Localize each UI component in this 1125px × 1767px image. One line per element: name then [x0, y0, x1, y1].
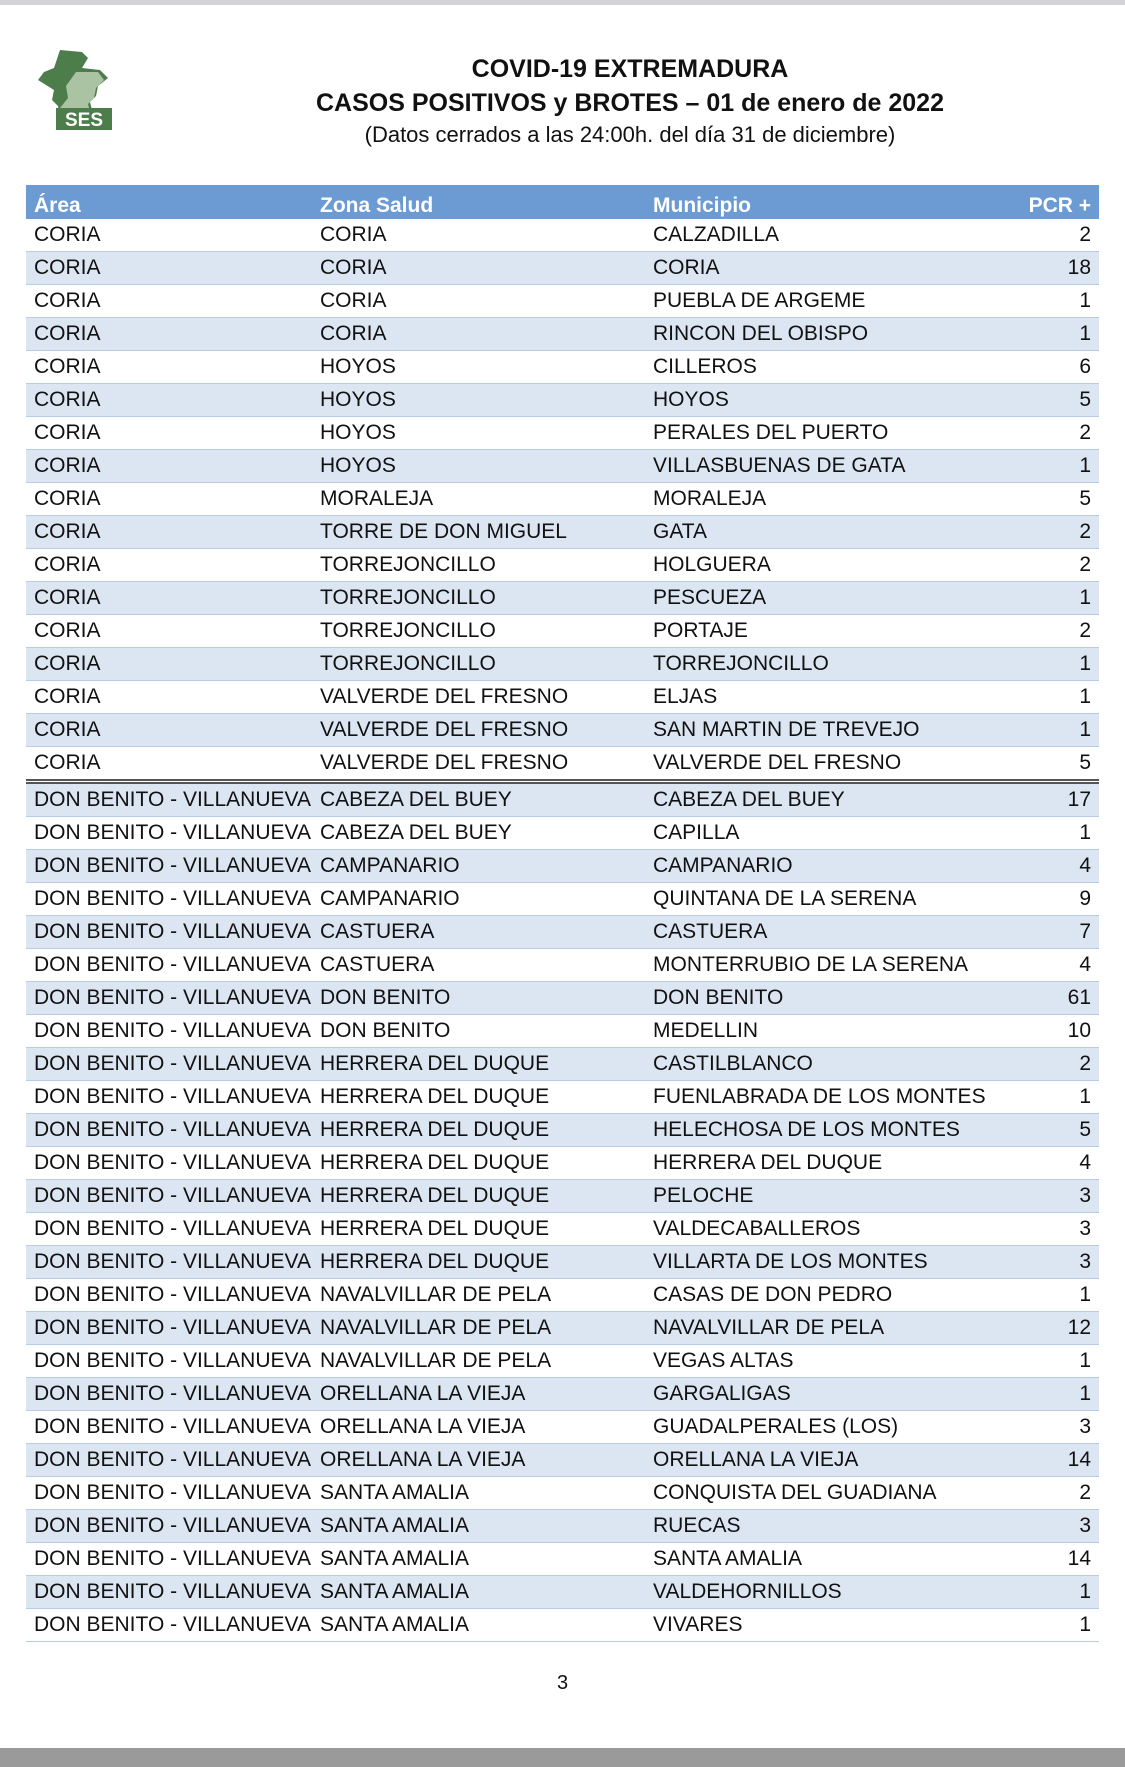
- cell-area: DON BENITO - VILLANUEVA: [26, 1444, 312, 1477]
- cell-zona-salud: CABEZA DEL BUEY: [312, 782, 645, 817]
- bottom-border: [0, 1748, 1125, 1767]
- header-zona-salud: Zona Salud: [312, 185, 645, 219]
- table-row: [26, 351, 1099, 384]
- cell-pcr: 12: [995, 1312, 1099, 1345]
- cell-zona-salud: HERRERA DEL DUQUE: [312, 1048, 645, 1081]
- cell-zona-salud: HERRERA DEL DUQUE: [312, 1081, 645, 1114]
- table-row: [26, 1378, 1099, 1411]
- cell-pcr: 14: [995, 1444, 1099, 1477]
- cell-area: DON BENITO - VILLANUEVA: [26, 883, 312, 916]
- table-row: [26, 1048, 1099, 1081]
- cell-area: CORIA: [26, 549, 312, 582]
- table-row: [26, 714, 1099, 747]
- cell-pcr: 61: [995, 982, 1099, 1015]
- cases-table: [26, 185, 1099, 1642]
- table-row: [26, 782, 1099, 817]
- cell-zona-salud: SANTA AMALIA: [312, 1609, 645, 1642]
- table-row: [26, 1576, 1099, 1609]
- cell-municipio: GATA: [645, 516, 995, 549]
- cell-pcr: 7: [995, 916, 1099, 949]
- table-header-row: [26, 185, 1099, 219]
- cell-area: CORIA: [26, 417, 312, 450]
- cell-zona-salud: HOYOS: [312, 450, 645, 483]
- table-row: [26, 285, 1099, 318]
- table-row: [26, 1015, 1099, 1048]
- cell-area: CORIA: [26, 351, 312, 384]
- cell-area: CORIA: [26, 384, 312, 417]
- cell-municipio: PORTAJE: [645, 615, 995, 648]
- cell-municipio: ELJAS: [645, 681, 995, 714]
- table-row: [26, 450, 1099, 483]
- top-border: [0, 0, 1125, 5]
- table-row: [26, 648, 1099, 681]
- table-row: [26, 417, 1099, 450]
- table-row: [26, 1510, 1099, 1543]
- cell-area: DON BENITO - VILLANUEVA: [26, 1576, 312, 1609]
- cell-zona-salud: NAVALVILLAR DE PELA: [312, 1345, 645, 1378]
- cell-municipio: PESCUEZA: [645, 582, 995, 615]
- cell-pcr: 14: [995, 1543, 1099, 1576]
- cell-zona-salud: CORIA: [312, 219, 645, 252]
- cell-pcr: 1: [995, 648, 1099, 681]
- cell-municipio: CILLEROS: [645, 351, 995, 384]
- cell-pcr: 3: [995, 1510, 1099, 1543]
- cell-municipio: RUECAS: [645, 1510, 995, 1543]
- cell-municipio: VALDEHORNILLOS: [645, 1576, 995, 1609]
- cell-municipio: GUADALPERALES (LOS): [645, 1411, 995, 1444]
- cell-zona-salud: TORRE DE DON MIGUEL: [312, 516, 645, 549]
- table-row: [26, 1279, 1099, 1312]
- cell-area: CORIA: [26, 285, 312, 318]
- cell-municipio: DON BENITO: [645, 982, 995, 1015]
- cell-municipio: MONTERRUBIO DE LA SERENA: [645, 949, 995, 982]
- cell-area: CORIA: [26, 747, 312, 782]
- cell-area: DON BENITO - VILLANUEVA: [26, 1279, 312, 1312]
- cell-pcr: 1: [995, 1609, 1099, 1642]
- cell-area: DON BENITO - VILLANUEVA: [26, 850, 312, 883]
- cell-pcr: 1: [995, 1576, 1099, 1609]
- cell-municipio: VILLARTA DE LOS MONTES: [645, 1246, 995, 1279]
- cell-area: DON BENITO - VILLANUEVA: [26, 1015, 312, 1048]
- cell-pcr: 3: [995, 1411, 1099, 1444]
- cell-zona-salud: DON BENITO: [312, 1015, 645, 1048]
- cell-zona-salud: TORREJONCILLO: [312, 615, 645, 648]
- cell-municipio: CALZADILLA: [645, 219, 995, 252]
- table-row: [26, 817, 1099, 850]
- document-header: [260, 52, 1000, 150]
- table-row: [26, 582, 1099, 615]
- cell-pcr: 1: [995, 582, 1099, 615]
- cell-area: DON BENITO - VILLANUEVA: [26, 1345, 312, 1378]
- cell-pcr: 2: [995, 1048, 1099, 1081]
- cell-municipio: CAMPANARIO: [645, 850, 995, 883]
- cell-pcr: 2: [995, 1477, 1099, 1510]
- cell-pcr: 1: [995, 681, 1099, 714]
- cell-area: CORIA: [26, 681, 312, 714]
- cell-municipio: CORIA: [645, 252, 995, 285]
- cell-municipio: CASTILBLANCO: [645, 1048, 995, 1081]
- cell-area: DON BENITO - VILLANUEVA: [26, 916, 312, 949]
- table-row: [26, 1477, 1099, 1510]
- cell-municipio: PELOCHE: [645, 1180, 995, 1213]
- header-area: Área: [26, 185, 312, 219]
- cell-municipio: HOLGUERA: [645, 549, 995, 582]
- cell-area: DON BENITO - VILLANUEVA: [26, 949, 312, 982]
- ses-logo: [38, 50, 128, 145]
- cell-municipio: ORELLANA LA VIEJA: [645, 1444, 995, 1477]
- cell-area: DON BENITO - VILLANUEVA: [26, 1180, 312, 1213]
- cell-zona-salud: HOYOS: [312, 384, 645, 417]
- cell-municipio: TORREJONCILLO: [645, 648, 995, 681]
- cell-pcr: 9: [995, 883, 1099, 916]
- cell-pcr: 2: [995, 615, 1099, 648]
- cell-pcr: 6: [995, 351, 1099, 384]
- cell-municipio: VILLASBUENAS DE GATA: [645, 450, 995, 483]
- cell-pcr: 5: [995, 483, 1099, 516]
- cell-zona-salud: CORIA: [312, 285, 645, 318]
- cell-zona-salud: DON BENITO: [312, 982, 645, 1015]
- cell-municipio: QUINTANA DE LA SERENA: [645, 883, 995, 916]
- cell-zona-salud: CAMPANARIO: [312, 883, 645, 916]
- cell-area: CORIA: [26, 219, 312, 252]
- cell-zona-salud: VALVERDE DEL FRESNO: [312, 681, 645, 714]
- table-row: [26, 949, 1099, 982]
- cell-pcr: 17: [995, 782, 1099, 817]
- extremadura-map-logo-icon: [38, 50, 128, 145]
- logo-text: SES: [64, 110, 104, 131]
- cell-municipio: CONQUISTA DEL GUADIANA: [645, 1477, 995, 1510]
- cell-pcr: 3: [995, 1180, 1099, 1213]
- cell-zona-salud: VALVERDE DEL FRESNO: [312, 747, 645, 782]
- cell-pcr: 2: [995, 219, 1099, 252]
- table-row: [26, 549, 1099, 582]
- cell-municipio: CASTUERA: [645, 916, 995, 949]
- cell-zona-salud: CAMPANARIO: [312, 850, 645, 883]
- cell-zona-salud: SANTA AMALIA: [312, 1477, 645, 1510]
- cell-municipio: VALDECABALLEROS: [645, 1213, 995, 1246]
- cell-zona-salud: CASTUERA: [312, 916, 645, 949]
- cell-area: CORIA: [26, 714, 312, 747]
- cell-zona-salud: TORREJONCILLO: [312, 648, 645, 681]
- cell-pcr: 1: [995, 1378, 1099, 1411]
- cell-area: DON BENITO - VILLANUEVA: [26, 1048, 312, 1081]
- cell-area: DON BENITO - VILLANUEVA: [26, 1477, 312, 1510]
- cell-municipio: CAPILLA: [645, 817, 995, 850]
- cell-zona-salud: CABEZA DEL BUEY: [312, 817, 645, 850]
- table-row: [26, 1543, 1099, 1576]
- cell-municipio: SANTA AMALIA: [645, 1543, 995, 1576]
- cell-municipio: RINCON DEL OBISPO: [645, 318, 995, 351]
- cell-area: DON BENITO - VILLANUEVA: [26, 1147, 312, 1180]
- cell-pcr: 1: [995, 714, 1099, 747]
- cell-municipio: VEGAS ALTAS: [645, 1345, 995, 1378]
- cell-zona-salud: HERRERA DEL DUQUE: [312, 1213, 645, 1246]
- cell-pcr: 1: [995, 1279, 1099, 1312]
- header-municipio: Municipio: [645, 185, 995, 219]
- cell-zona-salud: MORALEJA: [312, 483, 645, 516]
- cell-area: DON BENITO - VILLANUEVA: [26, 1246, 312, 1279]
- cell-pcr: 10: [995, 1015, 1099, 1048]
- table-row: [26, 615, 1099, 648]
- cell-municipio: CASAS DE DON PEDRO: [645, 1279, 995, 1312]
- table-row: [26, 883, 1099, 916]
- cell-pcr: 5: [995, 384, 1099, 417]
- table-row: [26, 219, 1099, 252]
- table-row: [26, 1312, 1099, 1345]
- subtitle: (Datos cerrados a las 24:00h. del día 31 de diciembre): [364, 122, 896, 147]
- cell-area: CORIA: [26, 582, 312, 615]
- cell-pcr: 2: [995, 417, 1099, 450]
- cell-municipio: SAN MARTIN DE TREVEJO: [645, 714, 995, 747]
- cell-area: DON BENITO - VILLANUEVA: [26, 817, 312, 850]
- cell-area: CORIA: [26, 516, 312, 549]
- cell-municipio: MORALEJA: [645, 483, 995, 516]
- table-row: [26, 1444, 1099, 1477]
- cell-municipio: FUENLABRADA DE LOS MONTES: [645, 1081, 995, 1114]
- table-row: [26, 1147, 1099, 1180]
- cell-municipio: VALVERDE DEL FRESNO: [645, 747, 995, 782]
- cell-municipio: HOYOS: [645, 384, 995, 417]
- title-line-1: COVID-19 EXTREMADURA: [471, 55, 789, 83]
- cell-pcr: 4: [995, 949, 1099, 982]
- cell-zona-salud: TORREJONCILLO: [312, 582, 645, 615]
- cell-pcr: 1: [995, 1345, 1099, 1378]
- table-row: [26, 1114, 1099, 1147]
- table-row: [26, 1213, 1099, 1246]
- cell-zona-salud: ORELLANA LA VIEJA: [312, 1411, 645, 1444]
- page-number: 3: [556, 1672, 569, 1694]
- cell-zona-salud: CASTUERA: [312, 949, 645, 982]
- cell-pcr: 1: [995, 1081, 1099, 1114]
- cell-zona-salud: VALVERDE DEL FRESNO: [312, 714, 645, 747]
- table-row: [26, 252, 1099, 285]
- table-row: [26, 747, 1099, 782]
- cell-area: DON BENITO - VILLANUEVA: [26, 982, 312, 1015]
- table-row: [26, 681, 1099, 714]
- cell-zona-salud: HERRERA DEL DUQUE: [312, 1114, 645, 1147]
- table-row: [26, 1609, 1099, 1642]
- cell-zona-salud: HERRERA DEL DUQUE: [312, 1246, 645, 1279]
- cell-zona-salud: NAVALVILLAR DE PELA: [312, 1279, 645, 1312]
- table-row: [26, 1246, 1099, 1279]
- header-pcr: PCR +: [995, 185, 1099, 219]
- cell-area: CORIA: [26, 483, 312, 516]
- cell-zona-salud: SANTA AMALIA: [312, 1543, 645, 1576]
- table-row: [26, 483, 1099, 516]
- cell-zona-salud: HOYOS: [312, 417, 645, 450]
- cell-pcr: 5: [995, 1114, 1099, 1147]
- cell-municipio: CABEZA DEL BUEY: [645, 782, 995, 817]
- cell-pcr: 4: [995, 850, 1099, 883]
- cell-pcr: 3: [995, 1246, 1099, 1279]
- table-row: [26, 516, 1099, 549]
- cell-area: DON BENITO - VILLANUEVA: [26, 1609, 312, 1642]
- cell-municipio: PUEBLA DE ARGEME: [645, 285, 995, 318]
- cell-zona-salud: SANTA AMALIA: [312, 1576, 645, 1609]
- cell-pcr: 1: [995, 450, 1099, 483]
- cell-area: DON BENITO - VILLANUEVA: [26, 782, 312, 817]
- cell-area: DON BENITO - VILLANUEVA: [26, 1114, 312, 1147]
- table-row: [26, 384, 1099, 417]
- cell-area: DON BENITO - VILLANUEVA: [26, 1213, 312, 1246]
- cell-municipio: NAVALVILLAR DE PELA: [645, 1312, 995, 1345]
- cell-zona-salud: CORIA: [312, 252, 645, 285]
- table-row: [26, 982, 1099, 1015]
- cell-area: CORIA: [26, 615, 312, 648]
- cell-area: DON BENITO - VILLANUEVA: [26, 1378, 312, 1411]
- cell-area: DON BENITO - VILLANUEVA: [26, 1510, 312, 1543]
- table-row: [26, 916, 1099, 949]
- cell-area: CORIA: [26, 450, 312, 483]
- cell-area: DON BENITO - VILLANUEVA: [26, 1543, 312, 1576]
- cell-pcr: 1: [995, 285, 1099, 318]
- table-row: [26, 1345, 1099, 1378]
- cell-municipio: MEDELLIN: [645, 1015, 995, 1048]
- cell-municipio: HERRERA DEL DUQUE: [645, 1147, 995, 1180]
- cell-area: CORIA: [26, 648, 312, 681]
- cell-pcr: 18: [995, 252, 1099, 285]
- cell-zona-salud: TORREJONCILLO: [312, 549, 645, 582]
- cell-municipio: VIVARES: [645, 1609, 995, 1642]
- cell-area: DON BENITO - VILLANUEVA: [26, 1312, 312, 1345]
- cell-pcr: 2: [995, 549, 1099, 582]
- cell-area: CORIA: [26, 252, 312, 285]
- table-row: [26, 318, 1099, 351]
- cell-zona-salud: HOYOS: [312, 351, 645, 384]
- cell-pcr: 5: [995, 747, 1099, 782]
- cell-zona-salud: ORELLANA LA VIEJA: [312, 1444, 645, 1477]
- cell-zona-salud: HERRERA DEL DUQUE: [312, 1147, 645, 1180]
- cell-area: DON BENITO - VILLANUEVA: [26, 1411, 312, 1444]
- cell-area: DON BENITO - VILLANUEVA: [26, 1081, 312, 1114]
- table-row: [26, 1081, 1099, 1114]
- cell-pcr: 4: [995, 1147, 1099, 1180]
- cell-pcr: 1: [995, 318, 1099, 351]
- table-body: [26, 219, 1099, 1642]
- cell-municipio: GARGALIGAS: [645, 1378, 995, 1411]
- cell-municipio: HELECHOSA DE LOS MONTES: [645, 1114, 995, 1147]
- table-row: [26, 850, 1099, 883]
- cell-zona-salud: ORELLANA LA VIEJA: [312, 1378, 645, 1411]
- cell-zona-salud: SANTA AMALIA: [312, 1510, 645, 1543]
- table-row: [26, 1411, 1099, 1444]
- cell-zona-salud: CORIA: [312, 318, 645, 351]
- title-line-2: CASOS POSITIVOS y BROTES – 01 de enero de 2022: [315, 89, 944, 117]
- cell-pcr: 1: [995, 817, 1099, 850]
- cell-pcr: 2: [995, 516, 1099, 549]
- cell-municipio: PERALES DEL PUERTO: [645, 417, 995, 450]
- cell-zona-salud: HERRERA DEL DUQUE: [312, 1180, 645, 1213]
- cell-area: CORIA: [26, 318, 312, 351]
- cell-pcr: 3: [995, 1213, 1099, 1246]
- cell-zona-salud: NAVALVILLAR DE PELA: [312, 1312, 645, 1345]
- table-row: [26, 1180, 1099, 1213]
